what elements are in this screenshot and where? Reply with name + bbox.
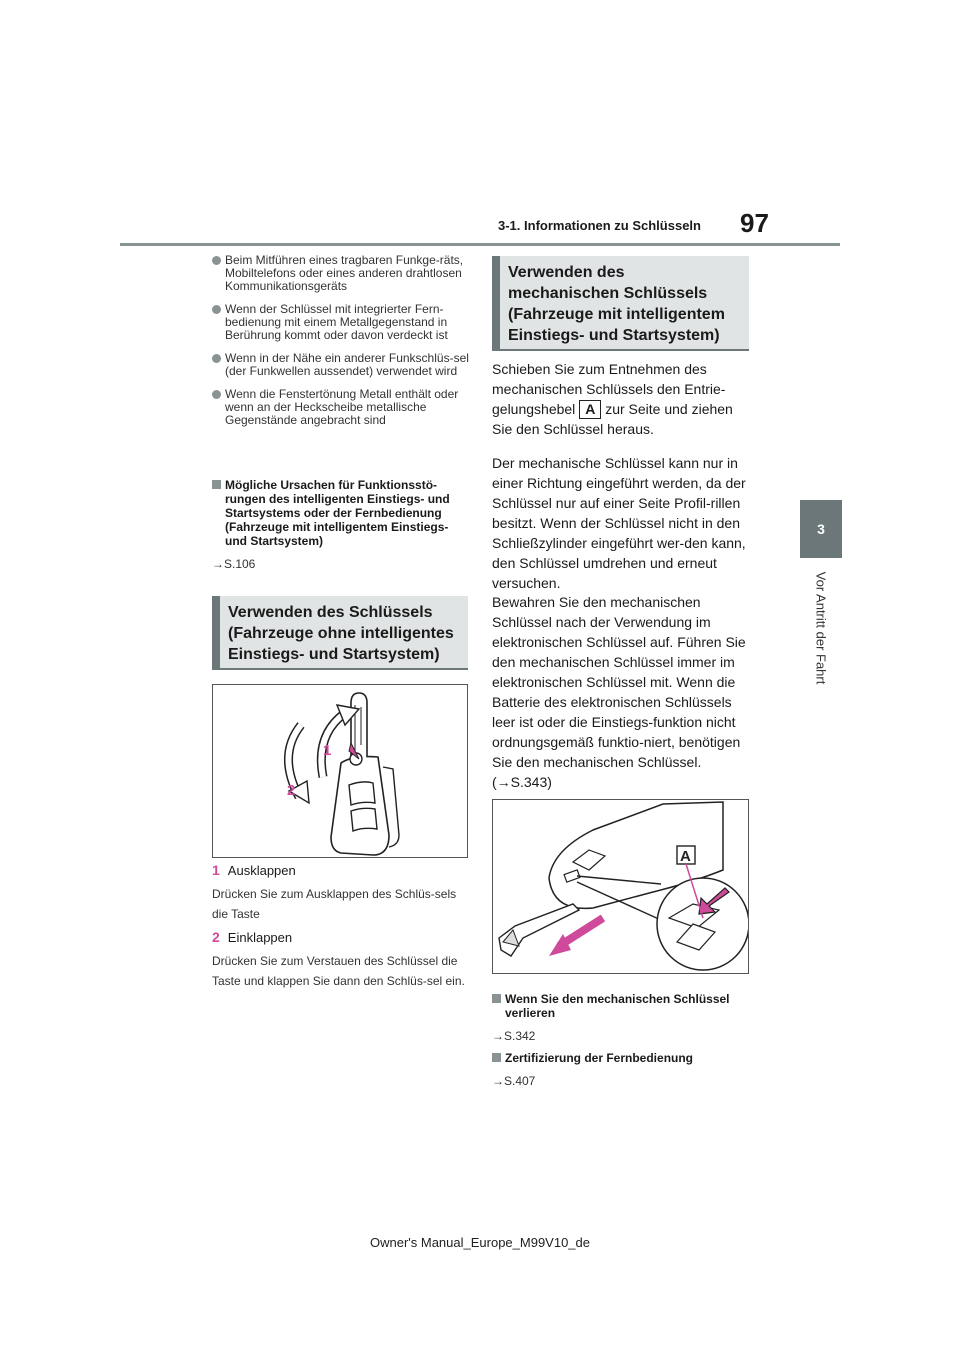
footer-text: Owner's Manual_Europe_M99V10_de [369,1235,590,1250]
label-a: A [680,848,691,865]
bullet-dot-icon [212,354,221,363]
certification-reference-link[interactable]: →S.407 [492,1074,536,1088]
list-item: Wenn die Fenstertönung Metall enthält oder wenn an der Heckscheibe metallische Gegenstände angebracht sind [212,388,472,427]
section-title: 3-1. Informationen zu Schlüsseln [498,218,701,233]
step-2-title: 2 Einklappen [212,929,293,945]
paragraph-keep-key: Bewahren Sie den mechanischen Schlüssel nach der Verwendung im elektronischen Schlüssel auf. Führen Sie den mechanischen Schlüssel immer im elektronischen Schlüssel mit. Wenn die Batterie des elektronischen Schlüssels leer ist oder die Einstiegs-funktion nicht ordnungsgemäß funktio-niert, benötigen Sie den mechanischen Schlüssel. (→S.343) [492,594,746,790]
chapter-side-title [800,568,842,688]
certification-block [492,1051,752,1088]
chapter-tab[interactable]: 3 [800,500,842,558]
certification-title: Zertifizierung der Fernbedienung [492,1051,752,1065]
label-2: 2 [287,782,296,799]
causes-block [212,478,472,571]
paragraph-remove-key: Schieben Sie zum Entnehmen des mechanischen Schlüssels den Entrie-gelungshebel A zur Seite und ziehen Sie den Schlüssel heraus. [492,361,733,437]
causes-reference-link[interactable]: →S.106 [212,557,256,571]
square-bullet-icon [492,1053,501,1062]
header-rule [120,243,840,246]
step-1-description: Drücken Sie zum Ausklappen des Schlüs-sels die Taste [212,887,457,921]
lost-key-reference-link[interactable]: →S.342 [492,1029,536,1043]
list-item: Wenn in der Nähe ein anderer Funkschlüs-sel (der Funkwellen aussendet) verwendet wird [212,352,472,378]
heading-mechanical-key: Verwenden des mechanischen Schlüssels (Fahrzeuge mit intelligentem Einstiegs- und Startsystem) [492,256,749,351]
label-1: 1 [323,742,332,759]
step-2-number: 2 [212,929,220,945]
list-item: Beim Mitführen eines tragbaren Funkge-räts, Mobiltelefons oder eines anderen drahtlosen Kommunikationsgeräts [212,254,472,293]
bullet-dot-icon [212,256,221,265]
bullet-dot-icon [212,390,221,399]
step-2 [212,929,472,991]
square-bullet-icon [212,480,221,489]
causes-title: Mögliche Ursachen für Funktionsstö-rungen des intelligenten Einstiegs- und Startsystems oder der Fernbedienung (Fahrzeuge mit intelligentem Einstiegs- und Startsystem) [212,478,472,548]
folding-key-illustration [213,685,467,857]
step-2-description: Drücken Sie zum Verstauen des Schlüssel die Taste und klappen Sie dann den Schlüs-sel ein. [212,954,465,988]
mechanical-key-illustration [493,800,748,973]
list-item: Wenn der Schlüssel mit integrierter Fern-bedienung mit einem Metallgegenstand in Berührung kommt oder davon verdeckt ist [212,303,472,342]
page-number: 97 [740,208,769,238]
chapter-title: Vor Antritt der Fahrt [813,571,829,685]
lost-key-block [492,992,752,1043]
heading-key-usage: Verwenden des Schlüssels (Fahrzeuge ohne intelligentes Einstiegs- und Startsystem) [212,596,468,670]
bullet-list [212,254,472,437]
paragraph-one-direction: Der mechanische Schlüssel kann nur in einer Richtung eingeführt werden, da der Schlüssel nur auf einer Seite Profil-rillen besitzt. Wenn der Schlüssel nicht in den Schließzylinder eingeführt wer-den kann, den Schlüssel umdrehen und erneut versuchen. [492,455,746,591]
lost-key-title: Wenn Sie den mechanischen Schlüssel verlieren [492,992,752,1020]
step-1-title: 1 Ausklappen [212,862,296,878]
figure-folding-key [212,684,468,858]
figure-mechanical-key [492,799,749,974]
step-1-number: 1 [212,862,220,878]
bullet-dot-icon [212,305,221,314]
step-1 [212,862,472,924]
square-bullet-icon [492,994,501,1003]
label-a-box: A [579,400,601,419]
